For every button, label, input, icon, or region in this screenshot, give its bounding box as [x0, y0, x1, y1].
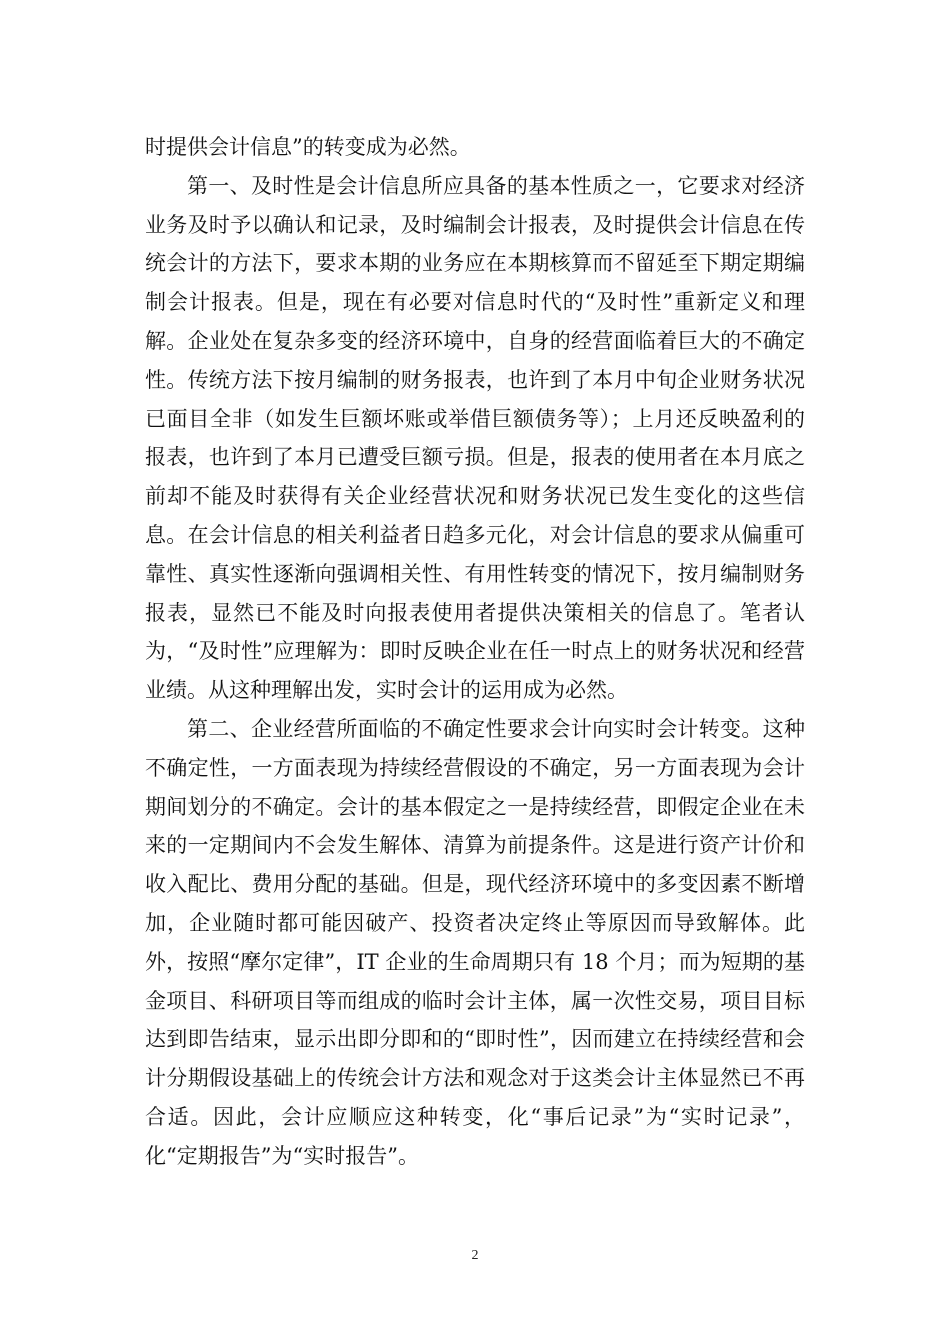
body-text — [145, 128, 805, 1176]
page-number: 2 — [471, 1248, 479, 1263]
paragraph-continuation: 时提供会计信息”的转变成为必然。 — [145, 135, 471, 159]
paragraph-uncertainty: 第二、企业经营所面临的不确定性要求会计向实时会计转变。这种不确定性，一方面表现为持续经营假设的不确定，另一方面表现为会计期间划分的不确定。会计的基本假定之一是持续经营，即假定企业在未来的一定期间内不会发生解体、清算为前提条件。这是进行资产计价和收入配比、费用分配的基础。但是，现代经济环境中的多变因素不断增加，企业随时都可能因破产、投资者决定终止等原因而导致解体。此外，按照“摩尔定律”，IT 企业的生命周期只有 18 个月；而为短期的基金项目、科研项目等而组成的临时会计主体，属一次性交易，项目目标达到即告结束，显示出即分即和的“即时性”，因而建立在持续经营和会计分期假设基础上的传统会计方法和观念对于这类会计主体显然已不再合适。因此，会计应顺应这种转变，化“事后记录”为“实时记录”，化“定期报告”为“实时报告”。 — [145, 716, 805, 1168]
paragraph-timeliness: 第一、及时性是会计信息所应具备的基本性质之一，它要求对经济业务及时予以确认和记录，及时编制会计报表，及时提供会计信息在传统会计的方法下，要求本期的业务应在本期核算而不留延至下期定期编制会计报表。但是，现在有必要对信息时代的“及时性”重新定义和理解。企业处在复杂多变的经济环境中，自身的经营面临着巨大的不确定性。传统方法下按月编制的财务报表，也许到了本月中旬企业财务状况已面目全非（如发生巨额坏账或举借巨额债务等）；上月还反映盈利的报表，也许到了本月已遭受巨额亏损。但是，报表的使用者在本月底之前却不能及时获得有关企业经营状况和财务状况已发生变化的这些信息。在会计信息的相关利益者日趋多元化，对会计信息的要求从偏重可靠性、真实性逐渐向强调相关性、有用性转变的情况下，按月编制财务报表，显然已不能及时向报表使用者提供决策相关的信息了。笔者认为，“及时性”应理解为：即时反映企业在任一时点上的财务状况和经营业绩。从这种理解出发，实时会计的运用成为必然。 — [145, 173, 805, 703]
